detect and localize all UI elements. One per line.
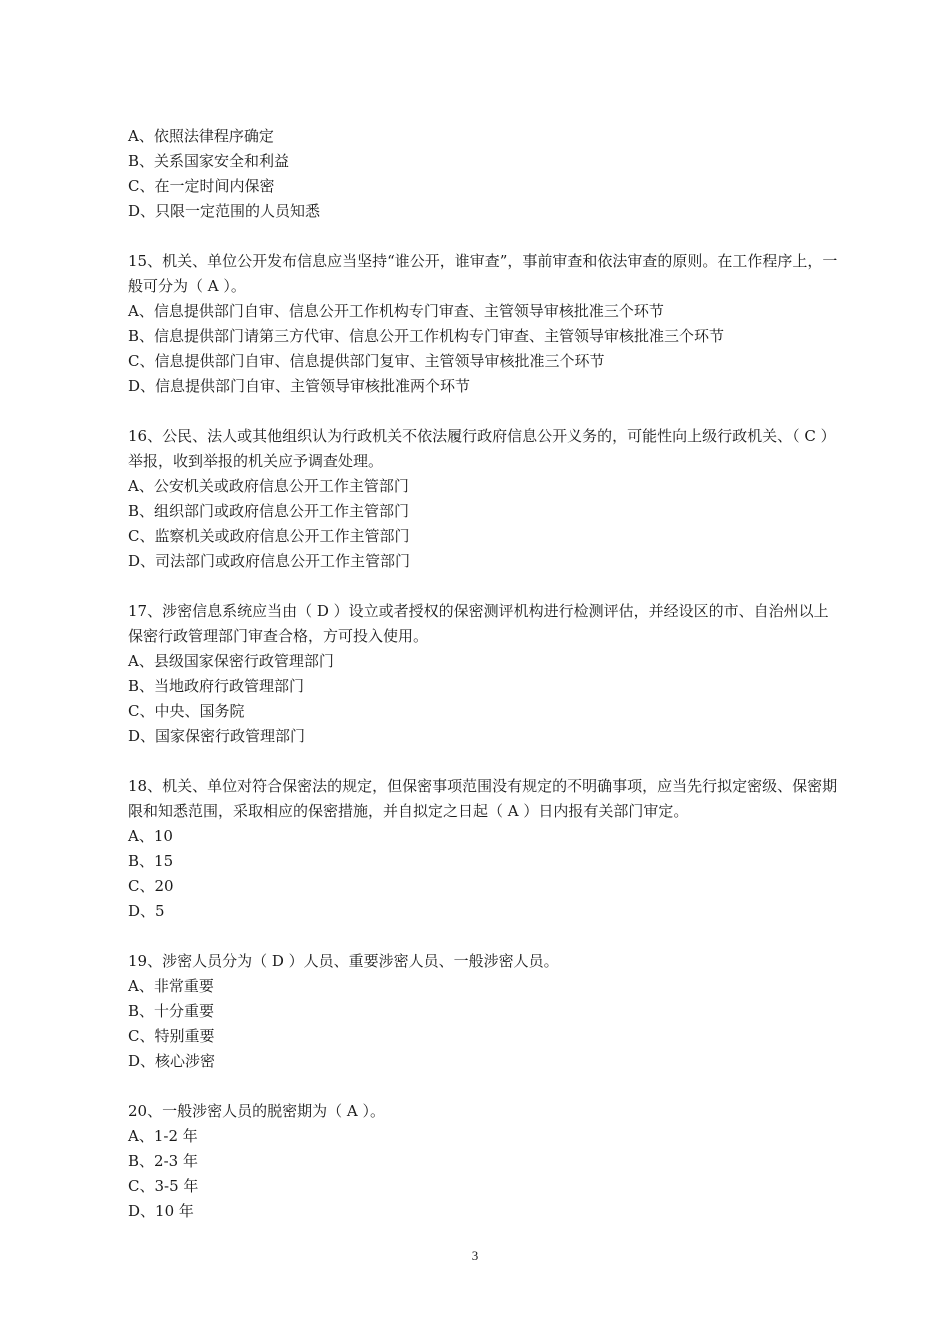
option-c: C、在一定时间内保密 bbox=[128, 177, 275, 195]
option-c: C、特别重要 bbox=[128, 1027, 215, 1045]
option-a: A、10 bbox=[128, 827, 173, 845]
option-b: B、当地政府行政管理部门 bbox=[128, 677, 305, 695]
question-block bbox=[128, 1099, 840, 1224]
option-a: A、1-2 年 bbox=[128, 1127, 198, 1145]
question-block bbox=[128, 124, 840, 224]
question-text: 20、一般涉密人员的脱密期为（ A ）。 bbox=[128, 1102, 385, 1120]
option-a: A、依照法律程序确定 bbox=[128, 127, 274, 145]
question-block bbox=[128, 424, 840, 574]
option-d: D、司法部门或政府信息公开工作主管部门 bbox=[128, 552, 411, 570]
option-c: C、监察机关或政府信息公开工作主管部门 bbox=[128, 527, 410, 545]
question-block bbox=[128, 774, 840, 924]
option-d: D、5 bbox=[128, 902, 165, 920]
option-c: C、20 bbox=[128, 877, 174, 895]
option-a: A、非常重要 bbox=[128, 977, 214, 995]
option-c: C、3-5 年 bbox=[128, 1177, 199, 1195]
question-text: 19、涉密人员分为（ D ）人员、重要涉密人员、一般涉密人员。 bbox=[128, 952, 559, 970]
option-c: C、信息提供部门自审、信息提供部门复审、主管领导审核批准三个环节 bbox=[128, 352, 605, 370]
question-text: 17、涉密信息系统应当由（ D ）设立或者授权的保密测评机构进行检测评估，并经设区的市、自治州以上保密行政管理部门审查合格，方可投入使用。 bbox=[128, 602, 829, 645]
option-b: B、15 bbox=[128, 852, 174, 870]
option-d: D、国家保密行政管理部门 bbox=[128, 727, 306, 745]
option-a: A、公安机关或政府信息公开工作主管部门 bbox=[128, 477, 409, 495]
question-text: 16、公民、法人或其他组织认为行政机关不依法履行政府信息公开义务的，可能性向上级行政机关、（ C ）举报，收到举报的机关应予调查处理。 bbox=[128, 427, 836, 470]
page-number: 3 bbox=[471, 1248, 479, 1263]
question-block bbox=[128, 249, 840, 399]
document-body bbox=[128, 124, 840, 1249]
question-text: 15、机关、单位公开发布信息应当坚持“谁公开，谁审查”，事前审查和依法审查的原则。在工作程序上，一般可分为（ A ）。 bbox=[128, 252, 838, 295]
question-text: 18、机关、单位对符合保密法的规定，但保密事项范围没有规定的不明确事项，应当先行拟定密级、保密期限和知悉范围，采取相应的保密措施，并自拟定之日起（ A ）日内报有关部门审定。 bbox=[128, 777, 838, 820]
option-b: B、2-3 年 bbox=[128, 1152, 198, 1170]
option-b: B、关系国家安全和利益 bbox=[128, 152, 290, 170]
option-b: B、十分重要 bbox=[128, 1002, 215, 1020]
option-c: C、中央、国务院 bbox=[128, 702, 245, 720]
option-b: B、信息提供部门请第三方代审、信息公开工作机构专门审查、主管领导审核批准三个环节 bbox=[128, 327, 725, 345]
option-a: A、县级国家保密行政管理部门 bbox=[128, 652, 334, 670]
option-d: D、核心涉密 bbox=[128, 1052, 216, 1070]
option-d: D、10 年 bbox=[128, 1202, 194, 1220]
option-d: D、只限一定范围的人员知悉 bbox=[128, 202, 321, 220]
option-d: D、信息提供部门自审、主管领导审核批准两个环节 bbox=[128, 377, 471, 395]
question-block bbox=[128, 949, 840, 1074]
option-a: A、信息提供部门自审、信息公开工作机构专门审查、主管领导审核批准三个环节 bbox=[128, 302, 664, 320]
question-block bbox=[128, 599, 840, 749]
option-b: B、组织部门或政府信息公开工作主管部门 bbox=[128, 502, 410, 520]
